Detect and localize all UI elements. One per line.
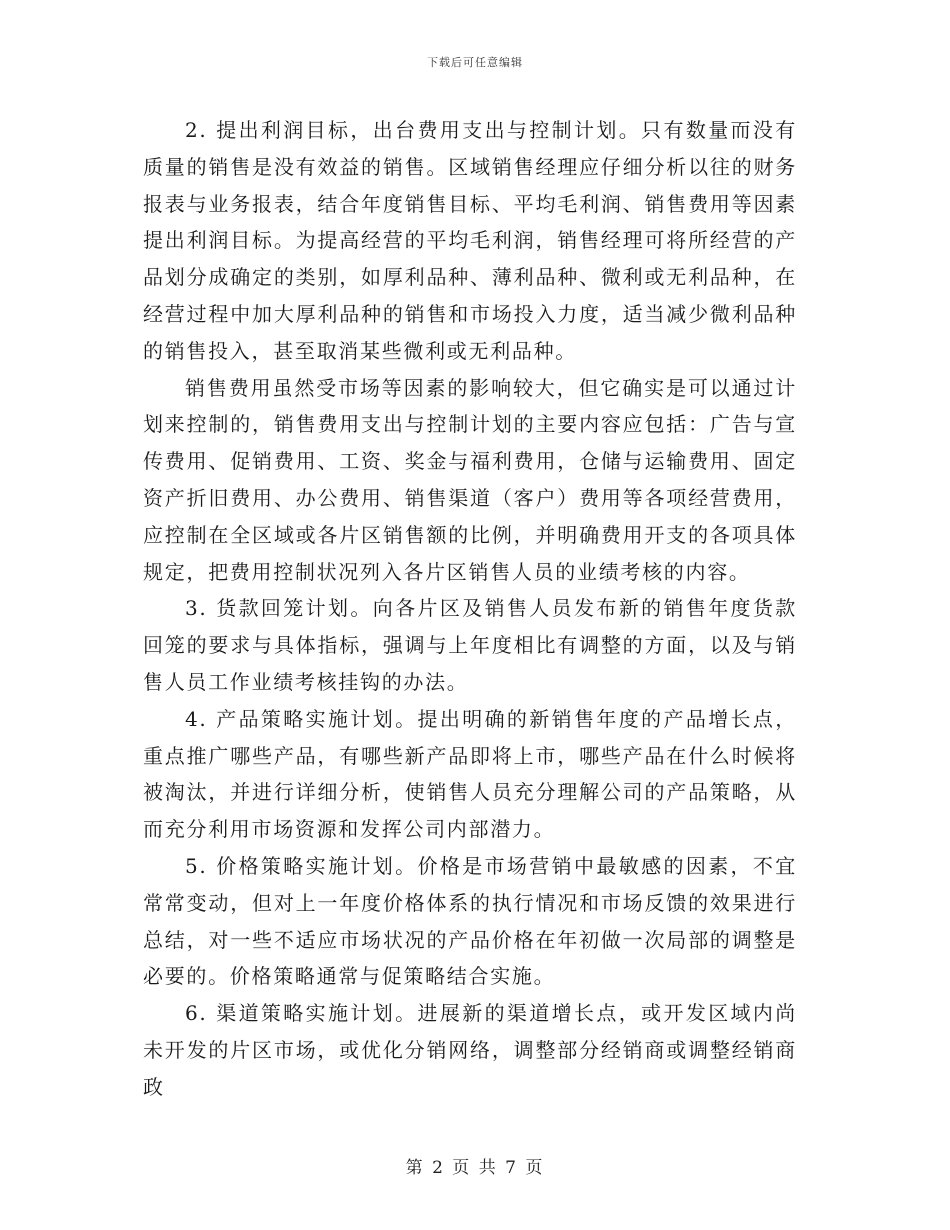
- paragraph-price-strategy: 5. 价格策略实施计划。价格是市场营销中最敏感的因素，不宜常常变动，但对上一年度价格体系的执行情况和市场反馈的效果进行总结，对一些不适应市场状况的产品价格在年初做一次局部的调整是必要的。价格策略通常与促策略结合实施。: [143, 853, 797, 989]
- paragraph-channel-strategy: 6. 渠道策略实施计划。进展新的渠道增长点，或开发区域内尚未开发的片区市场，或优化分销网络，调整部分经销商或调整经销商政: [143, 1001, 797, 1099]
- paragraph-profit-target: 2. 提出利润目标，出台费用支出与控制计划。只有数量而没有质量的销售是没有效益的销售。区域销售经理应仔细分析以往的财务报表与业务报表，结合年度销售目标、平均毛利润、销售费用等因素提出利润目标。为提高经营的平均毛利润，销售经理可将所经营的产品划分成确定的类别，如厚利品种、薄利品种、微利或无利品种，在经营过程中加大厚利品种的销售和市场投入力度，适当减少微利品种的销售投入，甚至取消某些微利或无利品种。: [143, 118, 797, 363]
- paragraph-payment-collection: 3. 货款回笼计划。向各片区及销售人员发布新的销售年度货款回笼的要求与具体指标，强调与上年度相比有调整的方面，以及与销售人员工作业绩考核挂钩的办法。: [143, 596, 797, 694]
- paragraph-product-strategy: 4. 产品策略实施计划。提出明确的新销售年度的产品增长点，重点推广哪些产品，有哪些新产品即将上市，哪些产品在什么时候将被淘汰，并进行详细分析，使销售人员充分理解公司的产品策略，从而充分利用市场资源和发挥公司内部潜力。: [143, 706, 797, 842]
- paragraph-sales-expenses: 销售费用虽然受市场等因素的影响较大，但它确实是可以通过计划来控制的，销售费用支出与控制计划的主要内容应包括：广告与宣传费用、促销费用、工资、奖金与福利费用，仓储与运输费用、固定资产折旧费用、办公费用、销售渠道（客户）费用等各项经营费用，应控制在全区域或各片区销售额的比例，并明确费用开支的各项具体规定，把费用控制状况列入各片区销售人员的业绩考核的内容。: [143, 375, 797, 584]
- document-body: [143, 112, 797, 1106]
- page-number: 第 2 页 共 7 页: [405, 1158, 545, 1178]
- page-header: 下载后可任意编辑: [427, 56, 523, 69]
